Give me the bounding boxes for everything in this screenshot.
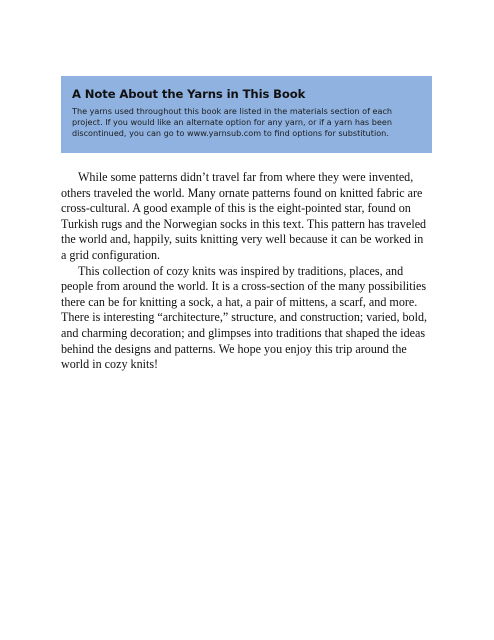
paragraph-line: This collection of cozy knits was inspired by traditions, places, and xyxy=(78,263,404,278)
paragraph-line: While some patterns didn’t travel far from where they were invented, xyxy=(78,170,414,184)
note-body xyxy=(72,106,421,138)
paragraph-line: the world and, happily, suits knitting very well because it can be worked in xyxy=(61,232,424,247)
introduction-text xyxy=(61,170,441,373)
note-line: project. If you would like an alternate option for any yarn, or if a yarn has been xyxy=(72,116,392,127)
paragraph-line: Turkish rugs and the Norwegian socks in this text. This pattern has traveled xyxy=(61,216,427,231)
paragraph-line: cross-cultural. A good example of this is the eight-pointed star, found on xyxy=(61,201,411,216)
note-title: A Note About the Yarns in This Book xyxy=(72,87,306,101)
note-line: discontinued, you can go to www.yarnsub.com to find options for substitution. xyxy=(72,127,389,138)
paragraph-line: and charming decoration; and glimpses into traditions that shaped the ideas xyxy=(61,325,426,340)
paragraph-line: a grid configuration. xyxy=(61,247,161,262)
paragraph-line: world in cozy knits! xyxy=(61,357,159,372)
paragraph-line: others traveled the world. Many ornate patterns found on knitted fabric are xyxy=(61,185,423,200)
paragraph-2 xyxy=(61,264,441,373)
paragraph-line: behind the designs and patterns. We hope you enjoy this trip around the xyxy=(61,341,407,356)
paragraph-line: There is interesting “architecture,” structure, and construction; varied, bold, xyxy=(61,310,428,325)
paragraph-1 xyxy=(61,170,441,264)
paragraph-line: people from around the world. It is a cross-section of the many possibilities xyxy=(61,279,427,294)
yarn-note-callout xyxy=(61,76,432,153)
note-line: The yarns used throughout this book are listed in the materials section of each xyxy=(72,106,393,116)
paragraph-line: there can be for knitting a sock, a hat, a pair of mittens, a scarf, and more. xyxy=(61,294,418,309)
